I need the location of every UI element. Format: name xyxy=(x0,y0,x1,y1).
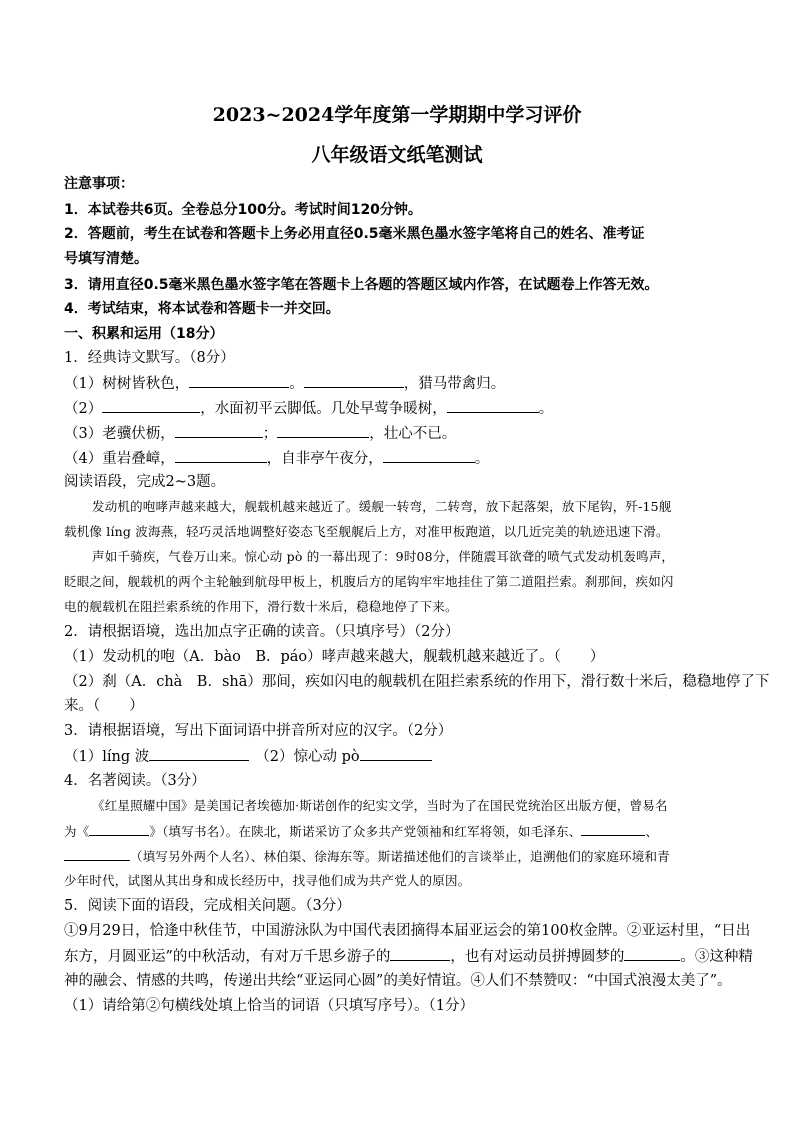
reading-p1b: 载机像 líng 波海燕，轻巧灵活地调整好姿态飞至舰艉后上方，对准甲板跑道，以几近完美的轨迹迅速下滑。 xyxy=(64,524,669,539)
q1-l2b: ，水面初平云脚低。几处早莺争暖树， xyxy=(200,401,447,417)
reading-p1a: 发动机的咆哮声越来越大，舰载机越来越近了。缓舰一转弯，二转弯，放下起落架，放下尾钩，歼-15舰 xyxy=(92,499,672,514)
q4-p1c-text: （填写另外两个人名）、林伯渠、徐海东等。斯诺描述他们的言谈举止，追溯他们的家庭环境和青 xyxy=(130,849,670,864)
exam-title: 2023~2024学年度第一学期期中学习评价 xyxy=(212,104,582,126)
q1-stem: 1．经典诗文默写。（8分） xyxy=(64,350,235,366)
q1-l2c: 。 xyxy=(538,401,554,417)
answer-blank[interactable] xyxy=(189,373,289,388)
q5-stem: 5．阅读下面的语段，完成相关问题。（3分） xyxy=(64,898,351,914)
q4-p1c xyxy=(64,846,670,867)
answer-blank[interactable] xyxy=(383,448,475,463)
q5-p2a: 东方，月圆亚运”的中秋活动，有对万千思乡游子的 xyxy=(64,949,391,965)
exam-subtitle: 八年级语文纸笔测试 xyxy=(311,144,483,166)
answer-blank[interactable] xyxy=(581,821,645,836)
answer-blank[interactable] xyxy=(64,846,130,861)
q1-line-2 xyxy=(64,398,553,419)
q5-p2c: 。③这种精 xyxy=(680,949,753,965)
q2-stem: 2．请根据语境，选出加点字正确的读音。（只填序号）（2分） xyxy=(64,624,460,640)
q1-l1c: ，猎马带禽归。 xyxy=(403,376,506,392)
note-1: 1．本试卷共6页。全卷总分100分。考试时间120分钟。 xyxy=(64,202,422,218)
answer-blank[interactable] xyxy=(360,746,432,761)
q4-p1b xyxy=(64,821,658,842)
q3-stem: 3．请根据语境，写出下面词语中拼音所对应的汉字。（2分） xyxy=(64,723,453,739)
q4-stem: 4．名著阅读。（3分） xyxy=(64,773,206,789)
answer-blank[interactable] xyxy=(89,821,149,836)
q1-l1a: （1）树树皆秋色， xyxy=(64,376,190,392)
q4-p1b-mid: 》（填写书名）。在陕北，斯诺采访了众多共产党领袖和红军将领，如毛泽东、 xyxy=(149,824,582,839)
q2-line-1: （1）发动机的咆（A．bào B．páo）哮声越来越大，舰载机越来越近了。（ ） xyxy=(64,649,605,665)
answer-blank[interactable] xyxy=(447,398,539,413)
q1-l4a: （4）重岩叠嶂， xyxy=(64,451,175,467)
section-heading: 一、积累和运用（18分） xyxy=(64,326,224,342)
q3-b: （2）惊心动 pò xyxy=(255,749,360,765)
q4-p1a: 《红星照耀中国》是美国记者埃德加·斯诺创作的纪实文学，当时为了在国民党统治区出版方便，曾易名 xyxy=(92,798,668,813)
note-4: 4．考试结束，将本试卷和答题卡一并交回。 xyxy=(64,301,340,317)
q4-p1b-post: 、 xyxy=(645,824,659,839)
reading-p2b: 眨眼之间，舰载机的两个主轮触到航母甲板上，机腹后方的尾钩牢牢地挂住了第二道阻拦索。刹那间，疾如闪 xyxy=(64,574,674,589)
q2-line-2b: 来。（ ） xyxy=(64,698,144,714)
reading-intro: 阅读语段，完成2~3题。 xyxy=(64,474,226,490)
answer-blank[interactable] xyxy=(304,373,404,388)
note-2a: 2．答题前，考生在试卷和答题卡上务必用直径0.5毫米黑色墨水签字笔将自己的姓名、准考证 xyxy=(64,226,645,242)
answer-blank[interactable] xyxy=(149,746,249,761)
q1-l4c: 。 xyxy=(474,451,490,467)
answer-blank[interactable] xyxy=(175,423,263,438)
answer-blank[interactable] xyxy=(277,423,369,438)
q5-p2 xyxy=(64,946,753,967)
notes-heading: 注意事项： xyxy=(64,176,134,192)
q1-l3a: （3）老骥伏枥， xyxy=(64,426,175,442)
q5-sub1: （1）请给第②句横线处填上恰当的词语（只填写序号）。（1分） xyxy=(64,998,474,1014)
answer-blank[interactable] xyxy=(624,946,680,961)
note-3: 3．请用直径0.5毫米黑色墨水签字笔在答题卡上各题的答题区域内作答，在试题卷上作答无效。 xyxy=(64,277,659,293)
q1-l3b: ； xyxy=(262,426,278,442)
q1-l2a: （2） xyxy=(64,401,103,417)
answer-blank[interactable] xyxy=(390,946,450,961)
reading-p2a: 声如千骑疾，气卷万山来。惊心动 pò 的一幕出现了：9时08分，伴随震耳欲聋的喷气式发动机轰鸣声， xyxy=(92,549,675,564)
q3-line xyxy=(64,746,432,767)
q1-line-4 xyxy=(64,448,489,469)
q5-p3: 神的融会、情感的共鸣，传递出共绘“亚运同心圆”的美好情谊。④人们不禁赞叹：“中国式浪漫太美了”。 xyxy=(64,973,732,989)
q5-p1: ①9月29日，恰逢中秋佳节，中国游泳队为中国代表团摘得本届亚运会的第100枚金牌。②亚运村里，“日出 xyxy=(64,923,751,939)
q5-p2b: ，也有对运动员拼搏圆梦的 xyxy=(450,949,625,965)
q4-p1b-pre: 为《 xyxy=(64,824,90,839)
q2-line-2a: （2）刹（A．chà B．shā）那间，疾如闪电的舰载机在阻拦索系统的作用下，滑行数十米后，稳稳地停了下 xyxy=(64,674,770,690)
q1-l4b: ，自非亭午夜分， xyxy=(266,451,383,467)
q1-l1b: 。 xyxy=(289,376,304,392)
q1-l3c: ，壮心不已。 xyxy=(369,426,457,442)
note-2b: 号填写清楚。 xyxy=(64,251,148,267)
answer-blank[interactable] xyxy=(102,398,200,413)
q1-line-3 xyxy=(64,423,456,444)
answer-blank[interactable] xyxy=(175,448,267,463)
q1-line-1 xyxy=(64,373,505,394)
q3-a: （1）líng 波 xyxy=(64,749,150,765)
reading-p2c: 电的舰载机在阻拦索系统的作用下，滑行数十米后，稳稳地停了下来。 xyxy=(64,599,458,614)
q4-p1d: 少年时代，试图从其出身和成长经历中，找寻他们成为共产党人的原因。 xyxy=(64,873,471,888)
